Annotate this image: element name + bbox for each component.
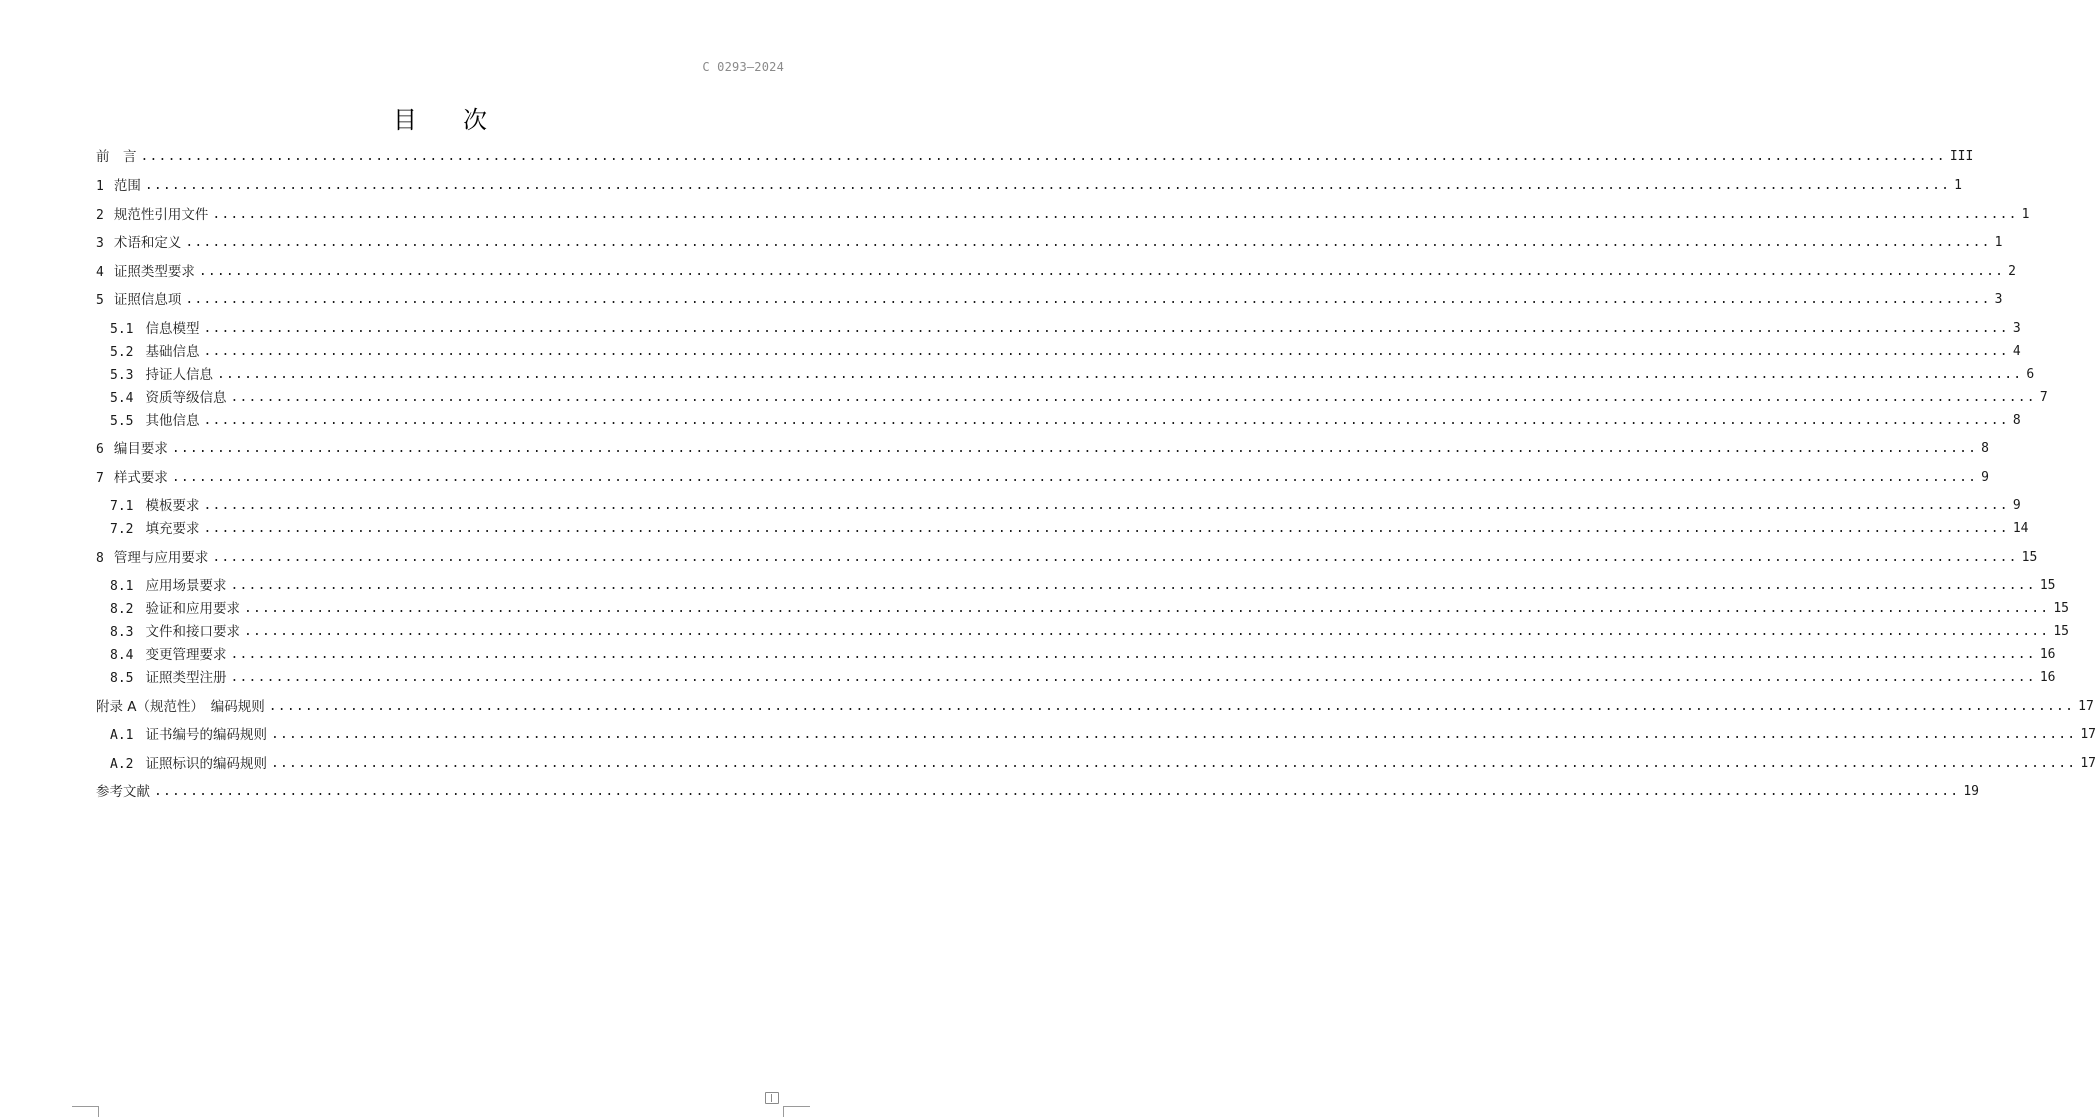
toc-entry-number: 8.2 xyxy=(110,601,134,617)
toc-dot-leader: ........................................................................................................................................................................................................ xyxy=(212,550,2018,565)
toc-entry-title: 术语和定义 xyxy=(113,234,182,251)
toc-entry[interactable] xyxy=(96,290,2003,310)
toc-entry-label-group xyxy=(96,262,197,283)
toc-entry[interactable] xyxy=(110,599,2069,619)
toc-entry-label-group xyxy=(110,668,228,689)
toc-page-number: 19 xyxy=(1963,784,1979,799)
toc-entry-number: 8.5 xyxy=(110,670,134,686)
toc-entry[interactable] xyxy=(110,645,2056,665)
toc-entry-label-group xyxy=(96,697,267,717)
toc-page-number: 1 xyxy=(1994,235,2003,250)
toc-dot-leader: ........................................................................................................................................................................................................ xyxy=(144,178,1951,193)
toc-entry[interactable] xyxy=(110,754,2096,774)
toc-page-number: 17 xyxy=(2080,727,2096,742)
toc-entry-label-group xyxy=(110,576,228,597)
toc-dot-leader: ........................................................................................................................................................................................................ xyxy=(171,470,1978,485)
toc-entry[interactable] xyxy=(110,319,2021,339)
toc-entry-title: 基础信息 xyxy=(145,343,200,360)
toc-dot-leader: ........................................................................................................................................................................................................ xyxy=(212,207,2018,222)
toc-entry-title: 前 言 xyxy=(96,149,137,165)
toc-dot-leader: ........................................................................................................................................................................................................ xyxy=(203,344,2009,359)
toc-entry-title: 证照信息项 xyxy=(113,291,182,308)
toc-dot-leader: ........................................................................................................................................................................................................ xyxy=(230,670,2036,685)
toc-entry[interactable] xyxy=(96,439,1989,459)
toc-page-number: 17 xyxy=(2078,699,2094,714)
toc-dot-leader: ........................................................................................................................................................................................................ xyxy=(216,367,2023,382)
toc-entry-title: 信息模型 xyxy=(145,320,200,337)
toc-page-number: 16 xyxy=(2039,647,2056,662)
toc-entry[interactable] xyxy=(96,697,2094,717)
toc-entry-title: 填充要求 xyxy=(145,520,200,537)
toc-dot-leader: ........................................................................................................................................................................................................ xyxy=(140,149,1946,164)
toc-page-number: 17 xyxy=(2080,756,2096,771)
toc-entry-number: 7 xyxy=(96,470,104,486)
toc-entry-label-group xyxy=(110,519,201,540)
toc-dot-leader: ........................................................................................................................................................................................................ xyxy=(171,441,1978,456)
toc-page-number: 15 xyxy=(2039,578,2056,593)
toc-entry-number: 6 xyxy=(96,441,104,457)
toc-entry-title: 范围 xyxy=(113,177,141,194)
toc-entry-label-group xyxy=(110,754,269,775)
toc-entry-number: 5.3 xyxy=(110,367,134,383)
toc-page-number: 9 xyxy=(1981,470,1989,485)
toc-page-number: 3 xyxy=(2012,321,2021,336)
toc-page-number: 1 xyxy=(2021,207,2030,222)
toc-entry-label-group xyxy=(110,725,269,746)
toc-entry-title: 证照类型要求 xyxy=(113,263,195,280)
toc-entry-label-group xyxy=(110,411,201,432)
toc-entry[interactable] xyxy=(96,548,2038,568)
toc-entry-title: 证照标识的编码规则 xyxy=(145,755,267,772)
toc-dot-leader: ........................................................................................................................................................................................................ xyxy=(154,784,1960,799)
toc-entry-label-group xyxy=(110,645,228,666)
toc-entry-title: 规范性引用文件 xyxy=(113,206,209,223)
toc-entry[interactable] xyxy=(110,725,2096,745)
toc-dot-leader: ........................................................................................................................................................................................................ xyxy=(230,390,2036,405)
toc-entry-label-group xyxy=(96,782,152,802)
toc-dot-leader: ........................................................................................................................................................................................................ xyxy=(185,292,1991,307)
toc-entry-label-group xyxy=(110,496,201,517)
toc-entry[interactable] xyxy=(110,411,2021,431)
toc-page-number: 3 xyxy=(1994,292,2003,307)
toc-entry-number: 1 xyxy=(96,178,104,194)
toc-entry-title: 文件和接口要求 xyxy=(145,623,240,640)
toc-dot-leader: ........................................................................................................................................................................................................ xyxy=(203,413,2009,428)
toc-entry-label-group xyxy=(96,233,183,254)
toc-entry-title: 附录 A（规范性） 编码规则 xyxy=(96,699,265,715)
toc-page-number: 7 xyxy=(2039,390,2048,405)
toc-entry-title: 编目要求 xyxy=(113,440,168,457)
toc-dot-leader: ........................................................................................................................................................................................................ xyxy=(230,647,2036,662)
toc-entry-number: 3 xyxy=(96,235,104,251)
toc-entry[interactable] xyxy=(110,668,2056,688)
toc-page-number: 14 xyxy=(2012,521,2029,536)
toc-entry-number: 5.1 xyxy=(110,321,134,337)
toc-dot-leader: ........................................................................................................................................................................................................ xyxy=(268,699,2075,714)
toc-entry-title: 其他信息 xyxy=(145,412,200,429)
toc-entry-label-group xyxy=(96,548,210,569)
toc-entry-title: 持证人信息 xyxy=(145,366,213,383)
toc-page-number: 8 xyxy=(1981,441,1989,456)
toc-entry[interactable] xyxy=(96,782,1979,802)
toc-entry-number: 7.2 xyxy=(110,521,134,537)
toc-entry-number: A.1 xyxy=(110,727,134,743)
toc-entry-label-group xyxy=(96,176,143,197)
toc-entry-label-group xyxy=(110,622,242,643)
toc-entry-number: 8 xyxy=(96,550,104,566)
toc-entry-label-group xyxy=(110,388,228,409)
toc-dot-leader: ........................................................................................................................................................................................................ xyxy=(203,521,2009,536)
toc-dot-leader: ........................................................................................................................................................................................................ xyxy=(270,756,2077,771)
toc-entry-title: 验证和应用要求 xyxy=(145,600,240,617)
toc-entry-title: 证书编号的编码规则 xyxy=(145,726,267,743)
toc-page-number: 15 xyxy=(2053,624,2069,639)
toc-dot-leader: ........................................................................................................................................................................................................ xyxy=(243,601,2050,616)
toc-entry-title: 变更管理要求 xyxy=(145,646,227,663)
toc-entry[interactable] xyxy=(96,468,1989,488)
toc-entry[interactable] xyxy=(110,576,2056,596)
toc-entry-number: 7.1 xyxy=(110,498,134,514)
toc-entry[interactable] xyxy=(96,147,1974,167)
toc-dot-leader: ........................................................................................................................................................................................................ xyxy=(270,727,2077,742)
toc-entry-title: 模板要求 xyxy=(145,497,200,514)
toc-dot-leader: ........................................................................................................................................................................................................ xyxy=(243,624,2050,639)
toc-entry-label-group xyxy=(96,290,183,311)
toc-entry-number: 4 xyxy=(96,264,104,280)
toc-entry-title: 样式要求 xyxy=(113,469,168,486)
toc-entry-number: 8.3 xyxy=(110,624,134,640)
toc-entry-number: 5 xyxy=(96,292,104,308)
toc-entry[interactable] xyxy=(110,388,2048,408)
toc-entry-title: 证照类型注册 xyxy=(145,669,227,686)
toc-entry-title: 资质等级信息 xyxy=(145,389,227,406)
toc-page-number: 16 xyxy=(2039,670,2056,685)
document-code: C 0293—2024 xyxy=(702,60,784,74)
toc-title-right: 次 xyxy=(463,106,487,134)
toc-page-number: 2 xyxy=(2008,264,2016,279)
toc-entry-label-group xyxy=(110,319,201,340)
toc-entry[interactable] xyxy=(110,496,2021,516)
toc-entry-label-group xyxy=(96,147,139,167)
toc-entry-number: 8.1 xyxy=(110,578,134,594)
toc-page-number: 6 xyxy=(2026,367,2035,382)
toc-page-number: 15 xyxy=(2053,601,2069,616)
toc-entry-number: 8.4 xyxy=(110,647,134,663)
toc-entry-title: 应用场景要求 xyxy=(145,577,227,594)
crop-mark-bottom-right xyxy=(783,1106,810,1117)
toc-entry[interactable] xyxy=(96,205,2030,225)
toc-page-number: 4 xyxy=(2012,344,2021,359)
toc-page-number: 8 xyxy=(2012,413,2021,428)
toc-page-number: III xyxy=(1949,149,1974,164)
toc-entry[interactable] xyxy=(96,262,2016,282)
toc-dot-leader: ........................................................................................................................................................................................................ xyxy=(198,264,2005,279)
toc-entry[interactable] xyxy=(110,622,2069,642)
toc-page-number: 15 xyxy=(2021,550,2038,565)
toc-entry-number: 5.5 xyxy=(110,413,134,429)
toc-entry-number: 2 xyxy=(96,207,104,223)
toc-dot-leader: ........................................................................................................................................................................................................ xyxy=(185,235,1991,250)
toc-entry-label-group xyxy=(110,342,201,363)
toc-entry[interactable] xyxy=(110,519,2029,539)
toc-entry-number: 5.2 xyxy=(110,344,134,360)
toc-dot-leader: ........................................................................................................................................................................................................ xyxy=(203,498,2009,513)
toc-entry-label-group xyxy=(96,439,170,460)
page-marker-icon xyxy=(765,1092,779,1104)
toc-entry-label-group xyxy=(110,599,242,620)
toc-entry[interactable] xyxy=(96,233,2003,253)
toc-entry-label-group xyxy=(96,205,210,226)
toc-page-number: 9 xyxy=(2012,498,2021,513)
toc-title-left: 目 xyxy=(393,106,417,134)
toc-entry-number: 5.4 xyxy=(110,390,134,406)
toc-entry[interactable] xyxy=(110,342,2021,362)
crop-mark-bottom-left xyxy=(72,1106,99,1117)
toc-entry-label-group xyxy=(96,468,170,489)
toc-entry-label-group xyxy=(110,365,215,386)
toc-dot-leader: ........................................................................................................................................................................................................ xyxy=(230,578,2036,593)
toc-page-number: 1 xyxy=(1954,178,1962,193)
toc-entry-title: 管理与应用要求 xyxy=(113,549,209,566)
toc-entry-number: A.2 xyxy=(110,756,134,772)
toc-entry-title: 参考文献 xyxy=(96,784,150,800)
toc-entry[interactable] xyxy=(110,365,2035,385)
toc-dot-leader: ........................................................................................................................................................................................................ xyxy=(203,321,2009,336)
toc-entry[interactable] xyxy=(96,176,1962,196)
